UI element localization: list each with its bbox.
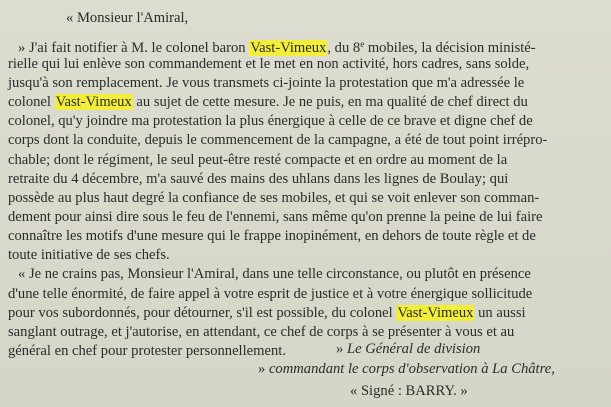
text-fragment: mobiles, la décision ministé- [364,40,536,56]
paragraph2-line4: sanglant outrage, et j'autorise, en attendant, ce chef de corps à se présenter à vous et au [8,324,515,340]
highlighted-name: Vast-Vimeux [55,94,132,110]
text-fragment: au sujet de cette mesure. Je ne puis, en ma qualité de chef direct du [132,94,528,110]
signature-title: Le Général de division [346,341,481,357]
signature-line3: « Signé : BARRY. » [350,383,468,399]
text-fragment: » [258,361,269,377]
signature-line1 [336,339,480,359]
paragraph1-line12: toute initiative de ses chefs. [8,247,170,263]
paragraph1-line3: jusqu'à son remplacement. Je vous transmets ci-jointe la protestation que m'a adressée le [8,75,525,91]
paragraph1-line8: retraite du 4 décembre, m'a sauvé des mains des uhlans dans les lignes de Boulay; qui [8,171,509,187]
paragraph2-line5: général en chef pour protester personnellement. [8,343,286,359]
highlighted-name: Vast-Vimeux [250,40,327,56]
paragraph1-line11: connaître les motifs d'une mesure qui le frappe inopinément, en dehors de toute règle et de [8,228,536,244]
paragraph1-line10: dement pour ainsi dire sous le feu de l'ennemi, sans même qu'on prenne la peine de lui faire [8,209,543,225]
text-fragment: » [336,341,347,357]
paragraph1-line5: colonel, qu'y joindre ma protestation la plus énergique à celle de ce brave et digne chef de [8,113,533,129]
paragraph2-line2: d'une telle énormité, de faire appel à votre esprit de justice et à votre énergique sollicitude [8,286,533,302]
paragraph1-line6: corps dont la conduite, depuis le commencement de la campagne, a été de tout point irrépro- [8,132,548,148]
text-fragment: pour vos subordonnés, pour détourner, s'il est possible, du colonel [8,305,397,321]
signature-line2 [258,359,555,379]
paragraph1-line2: rielle qui lui enlève son commandement et le met en non activité, hors cadres, sans solde, [8,56,530,72]
superscript: e [360,39,365,49]
paragraph2-line1: « Je ne crains pas, Monsieur l'Amiral, dans une telle circonstance, ou plutôt en présence [18,266,531,282]
salutation: « Monsieur l'Amiral, [66,10,189,26]
text-fragment: un aussi [474,305,526,321]
paragraph2-line3 [8,303,526,323]
highlighted-name: Vast-Vimeux [397,305,474,321]
paragraph1-line9: possède au plus haut degré la confiance de ses mobiles, et qui se voit enlever son comman- [8,190,540,206]
text-fragment: » J'ai fait notifier à M. le colonel baron [18,40,250,56]
text-fragment: , du 8 [327,40,361,56]
signature-role: commandant le corps d'observation à La Châtre, [268,361,555,377]
paragraph1-line4 [8,92,528,112]
paragraph1-line7: chable; dont le régiment, le seul peut-être resté compacte et en ordre au moment de la [8,152,508,168]
text-fragment: colonel [8,94,55,110]
